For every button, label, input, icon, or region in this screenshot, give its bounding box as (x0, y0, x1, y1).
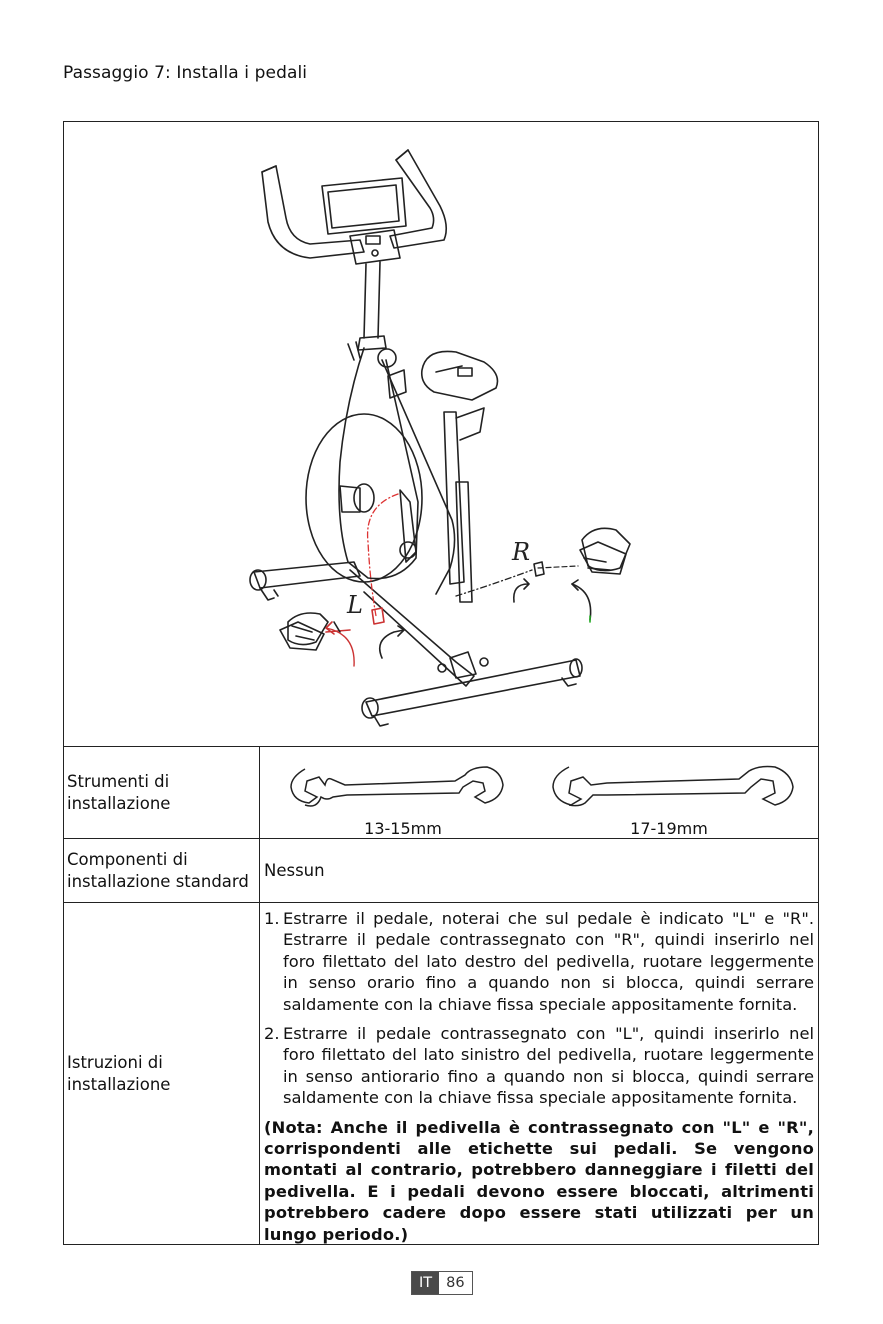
instructions-cell (261, 903, 818, 1245)
wrench-size-1: 13-15mm (364, 819, 442, 838)
arrow-left-1 (326, 628, 354, 666)
tools-cell (261, 747, 818, 838)
instruction-table (63, 121, 819, 1245)
tools-row (64, 746, 818, 838)
instruction-note: (Nota: Anche il pedivella è contrassegnato con "L" e "R", corrispondenti alle etichette sui pedali. Se vengono montati al contrario, potrebbero danneggiare i filetti del pedivella. E i pedali devono essere bloccati, altrimenti potrebbero cadere dopo essere stati utilizzati per un lungo periodo.) (264, 1117, 814, 1244)
seat-post (444, 412, 464, 584)
wrench-icon (549, 757, 799, 817)
page-number-badge (411, 1271, 473, 1295)
label-right: R (512, 538, 531, 566)
rear-stabilizer (366, 660, 580, 716)
arrow-right-2 (572, 584, 591, 620)
page-number: 86 (439, 1272, 471, 1294)
bike-frame (339, 348, 418, 579)
handlebar (262, 150, 446, 258)
language-code: IT (412, 1272, 439, 1294)
bike-illustration (64, 122, 818, 746)
instruction-steps (264, 908, 814, 1109)
instructions-row (64, 902, 818, 1245)
components-label: Componenti di installazione standard (64, 839, 260, 902)
label-left: L (347, 591, 363, 619)
step-title: Passaggio 7: Installa i pedali (63, 63, 308, 83)
front-stabilizer (254, 562, 360, 588)
components-row (64, 838, 818, 902)
tools-label: Strumenti di installazione (64, 747, 260, 838)
wrench-icon (287, 757, 507, 817)
right-pedal (580, 528, 630, 574)
wrench-size-2: 17-19mm (630, 819, 708, 838)
components-value: Nessun (264, 861, 325, 880)
instructions-label: Istruzioni di installazione (64, 903, 260, 1245)
left-pedal (280, 613, 350, 650)
instruction-step: 1. Estrarre il pedale, noterai che sul pedale è indicato "L" e "R". Estrarre il pedale contrassegnato con "R", quindi inserirlo nel foro filettato del lato destro del pedivella, ruotare leggermente in senso orario fino a quando non si blocca, quindi serrare saldamente con la chiave fissa speciale appositamente fornita. (264, 909, 814, 1014)
components-cell (261, 839, 818, 902)
instruction-step: 2. Estrarre il pedale contrassegnato con "L", quindi inserirlo nel foro filettato del lato sinistro del pedivella, ruotare leggermente in senso antiorario fino a quando non si blocca, quindi serrare saldamente con la chiave fissa speciale appositamente fornita. (264, 1024, 814, 1108)
